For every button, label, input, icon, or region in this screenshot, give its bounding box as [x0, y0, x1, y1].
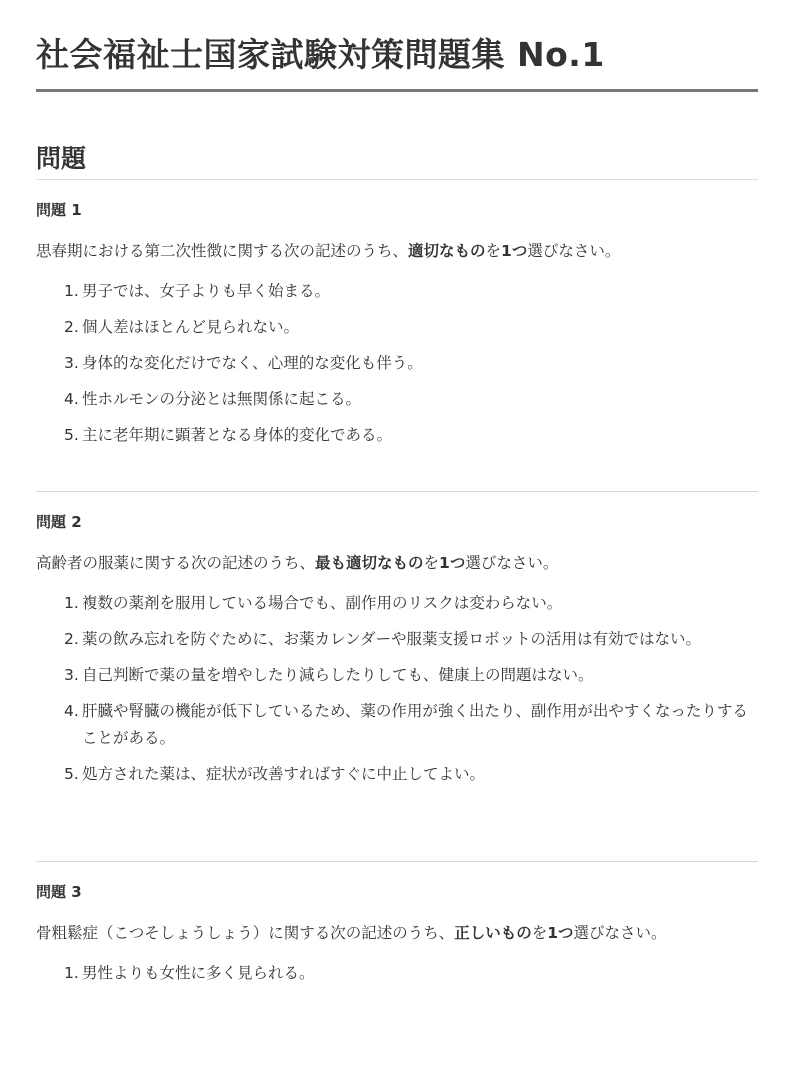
- option-text: 個人差はほとんど見られない。: [82, 318, 300, 336]
- option-text: 処方された薬は、症状が改善すればすぐに中止してよい。: [82, 765, 486, 783]
- option-number: 3.: [64, 666, 79, 684]
- question-heading: 問題 2: [36, 513, 82, 531]
- option-number: 1.: [64, 594, 79, 612]
- option-item: [64, 698, 758, 752]
- section-title: 問題: [36, 142, 758, 180]
- question-text-part: を: [485, 242, 502, 260]
- option-item: [64, 761, 758, 788]
- option-text: 複数の薬剤を服用している場合でも、副作用のリスクは変わらない。: [82, 594, 563, 612]
- option-number: 2.: [64, 630, 79, 648]
- option-list: [36, 590, 758, 788]
- option-text: 主に老年期に顕著となる身体的変化である。: [82, 426, 393, 444]
- option-item: [64, 662, 758, 689]
- question-emphasis: 1つ: [547, 924, 574, 942]
- option-item: [64, 590, 758, 617]
- question-3: [36, 862, 758, 987]
- option-text: 身体的な変化だけでなく、心理的な変化も伴う。: [82, 354, 423, 372]
- option-item: [64, 422, 758, 449]
- question-emphasis: 1つ: [501, 242, 528, 260]
- option-item: [64, 278, 758, 305]
- question-heading: 問題 3: [36, 883, 82, 901]
- option-text: 男性よりも女性に多く見られる。: [82, 964, 315, 982]
- question-heading: 問題 1: [36, 201, 82, 219]
- option-number: 1.: [64, 964, 79, 982]
- option-number: 5.: [64, 765, 79, 783]
- question-text: [36, 920, 758, 946]
- question-emphasis: 最も適切なもの: [315, 554, 424, 572]
- option-item: [64, 960, 758, 987]
- question-emphasis: 1つ: [439, 554, 466, 572]
- option-number: 3.: [64, 354, 79, 372]
- question-text-part: 選びなさい。: [573, 924, 667, 942]
- option-item: [64, 314, 758, 341]
- option-number: 4.: [64, 390, 79, 408]
- question-text-part: 高齢者の服薬に関する次の記述のうち、: [36, 554, 316, 572]
- option-number: 5.: [64, 426, 79, 444]
- option-text: 自己判断で薬の量を増やしたり減らしたりしても、健康上の問題はない。: [82, 666, 594, 684]
- question-text-part: 骨粗鬆症（こつそしょうしょう）に関する次の記述のうち、: [36, 924, 455, 942]
- question-text-part: 選びなさい。: [465, 554, 559, 572]
- option-number: 2.: [64, 318, 79, 336]
- option-item: [64, 386, 758, 413]
- question-text-part: 思春期における第二次性徴に関する次の記述のうち、: [36, 242, 409, 260]
- option-item: [64, 350, 758, 377]
- page-title: 社会福祉士国家試験対策問題集 No.1: [36, 0, 758, 92]
- option-list: [36, 278, 758, 449]
- question-emphasis: 正しいもの: [454, 924, 532, 942]
- option-text: 肝臓や腎臓の機能が低下しているため、薬の作用が強く出たり、副作用が出やすくなったりすることがある。: [82, 702, 748, 747]
- question-2: [36, 492, 758, 862]
- question-text: [36, 238, 758, 264]
- question-emphasis: 適切なもの: [408, 242, 486, 260]
- question-text: [36, 550, 758, 576]
- option-number: 4.: [64, 702, 79, 720]
- question-1: [36, 180, 758, 492]
- option-text: 男子では、女子よりも早く始まる。: [82, 282, 331, 300]
- question-text-part: 選びなさい。: [527, 242, 621, 260]
- option-text: 性ホルモンの分泌とは無関係に起こる。: [82, 390, 362, 408]
- option-text: 薬の飲み忘れを防ぐために、お薬カレンダーや服薬支援ロボットの活用は有効ではない。: [82, 630, 701, 648]
- option-number: 1.: [64, 282, 79, 300]
- option-item: [64, 626, 758, 653]
- question-text-part: を: [531, 924, 548, 942]
- question-text-part: を: [423, 554, 440, 572]
- option-list: [36, 960, 758, 987]
